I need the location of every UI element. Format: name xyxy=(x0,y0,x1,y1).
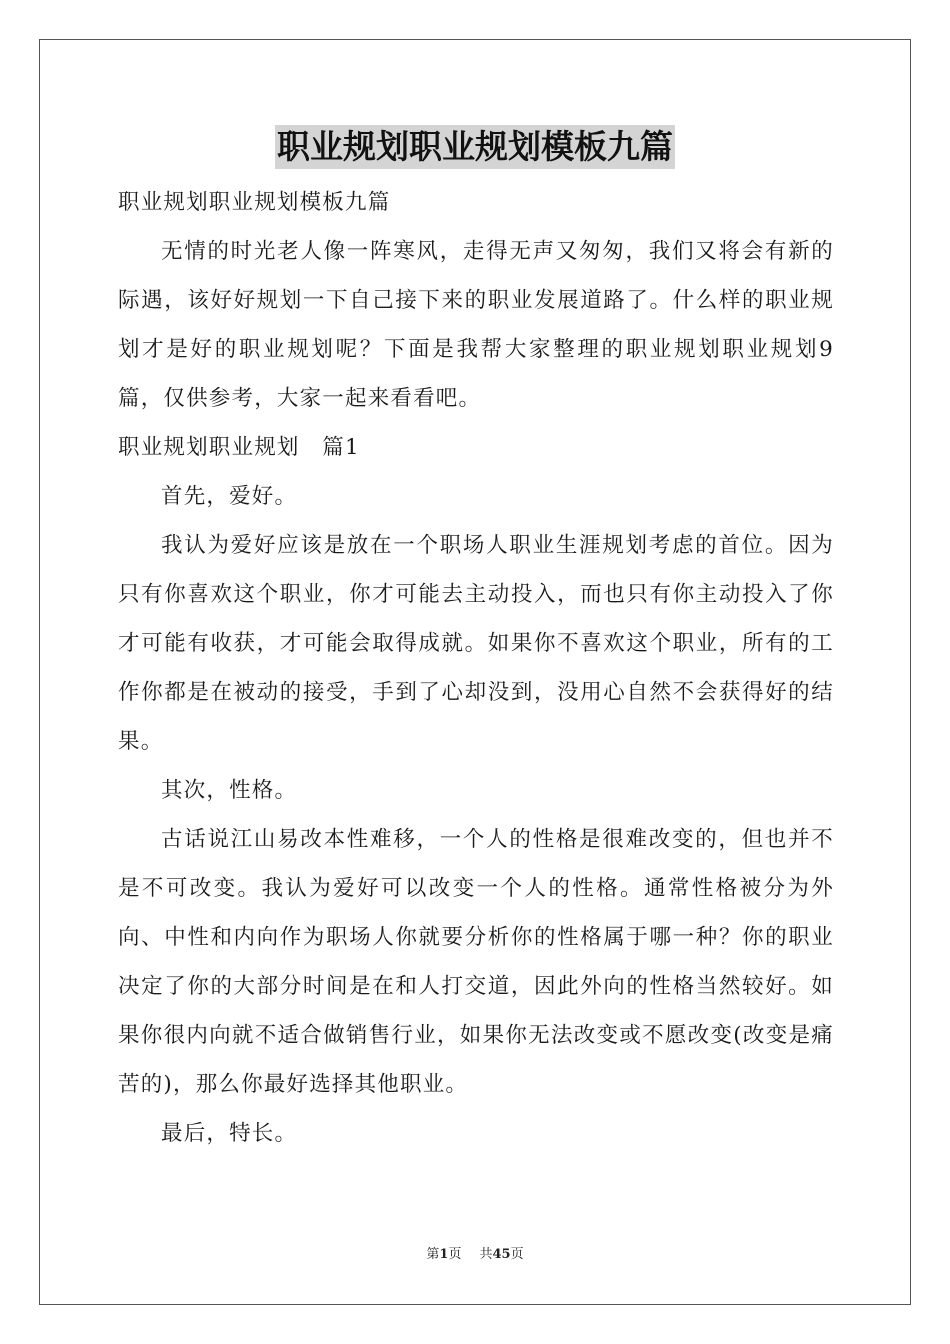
title-container xyxy=(0,125,950,169)
document-title: 职业规划职业规划模板九篇 xyxy=(275,125,675,169)
page-prefix: 第 xyxy=(426,1247,440,1262)
total-suffix: 页 xyxy=(510,1247,524,1262)
document-body xyxy=(118,178,834,1158)
page-number: 1 xyxy=(439,1247,449,1262)
page-suffix: 页 xyxy=(448,1247,462,1262)
section-heading: 职业规划职业规划 篇1 xyxy=(118,435,360,460)
point-heading-specialty: 最后，特长。 xyxy=(161,1121,298,1146)
interest-paragraph: 我认为爱好应该是放在一个职场人职业生涯规划考虑的首位。因为只有你喜欢这个职业，你才可能去主动投入，而也只有你主动投入了你才可能有收获，才可能会取得成就。如果你不喜欢这个职业，所有的工作你都是在被动的接受，手到了心却没到，没用心自然不会获得好的结果。 xyxy=(118,533,834,754)
page-footer xyxy=(0,1246,950,1264)
subtitle-line: 职业规划职业规划模板九篇 xyxy=(118,190,391,215)
total-pages: 45 xyxy=(492,1247,511,1262)
total-prefix: 共 xyxy=(479,1247,493,1262)
point-heading-personality: 其次，性格。 xyxy=(161,778,298,803)
intro-paragraph: 无情的时光老人像一阵寒风，走得无声又匆匆，我们又将会有新的际遇，该好好规划一下自己接下来的职业发展道路了。什么样的职业规划才是好的职业规划呢？下面是我帮大家整理的职业规划职业规划9篇，仅供参考，大家一起来看看吧。 xyxy=(118,239,834,411)
personality-paragraph: 古话说江山易改本性难移，一个人的性格是很难改变的，但也并不是不可改变。我认为爱好可以改变一个人的性格。通常性格被分为外向、中性和内向作为职场人你就要分析你的性格属于哪一种？你的职业决定了你的大部分时间是在和人打交道，因此外向的性格当然较好。如果你很内向就不适合做销售行业，如果你无法改变或不愿改变(改变是痛苦的)，那么你最好选择其他职业。 xyxy=(118,827,834,1097)
point-heading-interest: 首先，爱好。 xyxy=(161,484,298,509)
